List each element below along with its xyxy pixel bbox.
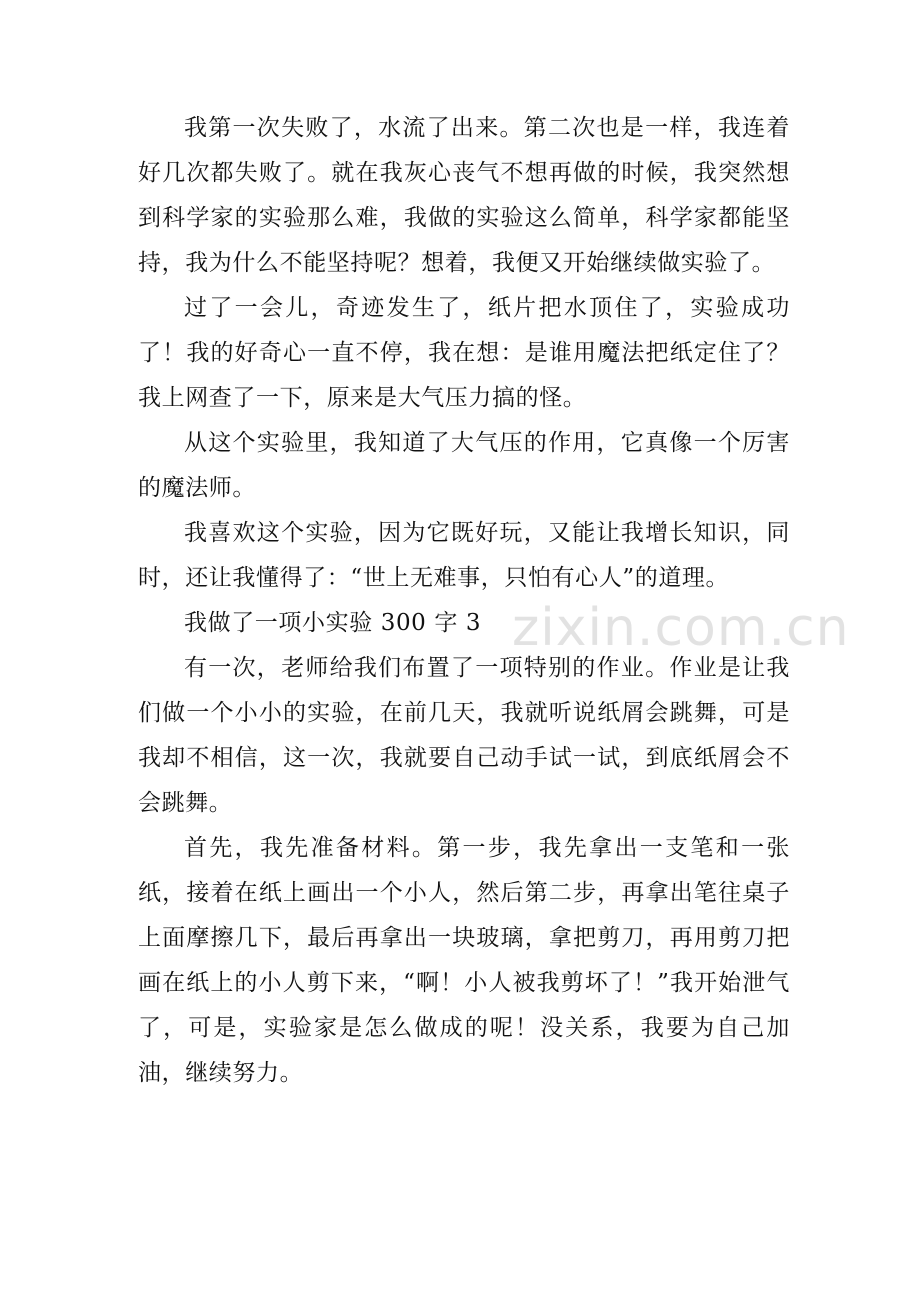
- paragraph: 首先，我先准备材料。第一步，我先拿出一支笔和一张纸，接着在纸上画出一个小人，然后第二步，再拿出笔往桌子上面摩擦几下，最后再拿出一块玻璃，拿把剪刀，再用剪刀把画在纸上的小人剪下来，“啊！小人被我剪坏了！”我开始泄气了，可是，实验家是怎么做成的呢！没关系，我要为自己加油，继续努力。: [138, 835, 790, 1086]
- paragraph: 过了一会儿，奇迹发生了，纸片把水顶住了，实验成功了！我的好奇心一直不停，我在想：是谁用魔法把纸定住了？我上网查了一下，原来是大气压力搞的怪。: [138, 295, 790, 411]
- paragraph: 有一次，老师给我们布置了一项特别的作业。作业是让我们做一个小小的实验，在前几天，我就听说纸屑会跳舞，可是我却不相信，这一次，我就要自己动手试一试，到底纸屑会不会跳舞。: [138, 655, 790, 816]
- paragraph: 从这个实验里，我知道了大气压的作用，它真像一个厉害的魔法师。: [138, 430, 790, 501]
- paragraph: 我喜欢这个实验，因为它既好玩，又能让我增长知识，同时，还让我懂得了：“世上无难事，只怕有心人”的道理。: [138, 520, 790, 591]
- watermark-text: zixin.com.cn: [512, 598, 850, 658]
- paragraph: 我第一次失败了，水流了出来。第二次也是一样，我连着好几次都失败了。就在我灰心丧气不想再做的时候，我突然想到科学家的实验那么难，我做的实验这么简单，科学家都能坚持，我为什么不能坚持呢？想着，我便又开始继续做实验了。: [138, 115, 790, 276]
- section-heading: 我做了一项小实验 300 字 3: [184, 610, 482, 636]
- document-body: [138, 106, 790, 1096]
